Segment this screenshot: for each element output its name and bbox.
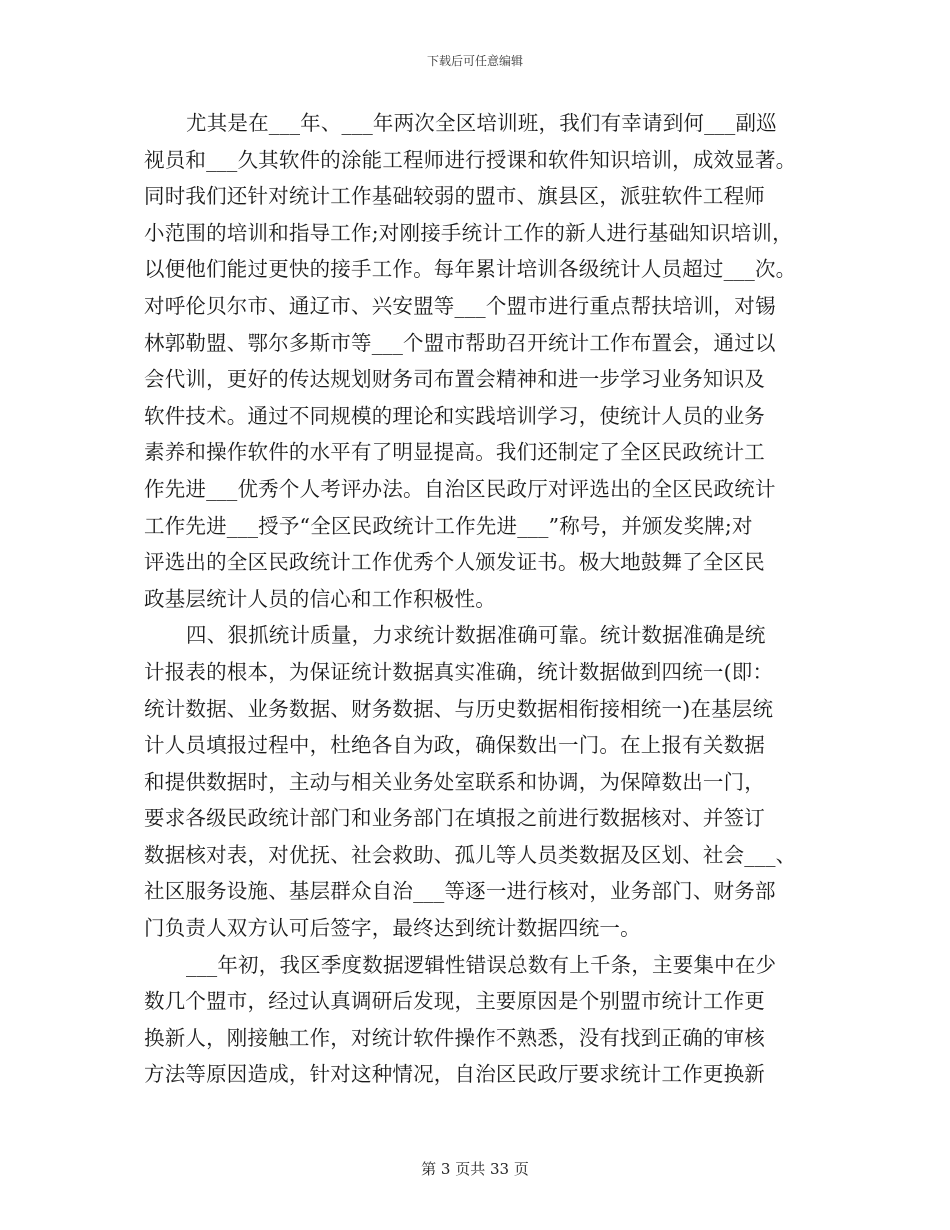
text-line: 要求各级民政统计部门和业务部门在填报之前进行数据核对、并签订: [144, 806, 765, 831]
text-line: 计报表的根本，为保证统计数据真实准确，统计数据做到四统一(即：: [144, 659, 774, 684]
text-line: 素养和操作软件的水平有了明显提高。我们还制定了全区民政统计工: [144, 440, 765, 465]
text-line: 数据核对表，对优抚、社会救助、孤儿等人员类数据及区划、社会___、: [144, 842, 797, 867]
text-line: 林郭勒盟、鄂尔多斯市等___个盟市帮助召开统计工作布置会，通过以: [144, 330, 776, 355]
text-line: 和提供数据时，主动与相关业务处室联系和协调，为保障数出一门，: [144, 769, 765, 794]
text-line: 四、狠抓统计质量，力求统计数据准确可靠。统计数据准确是统: [186, 623, 766, 648]
text-line: 工作先进___授予“全区民政统计工作先进___”称号，并颁发奖牌;对: [144, 513, 753, 538]
text-line: 同时我们还针对统计工作基础较弱的盟市、旗县区，派驻软件工程师: [144, 184, 765, 209]
text-line: 评选出的全区民政统计工作优秀个人颁发证书。极大地鼓舞了全区民: [144, 550, 765, 575]
text-line: 换新人，刚接触工作，对统计软件操作不熟悉，没有找到正确的审核: [144, 1025, 765, 1050]
text-line: 政基层统计人员的信心和工作积极性。: [144, 586, 496, 611]
text-line: 视员和___久其软件的涂能工程师进行授课和软件知识培训，成效显著。: [144, 147, 797, 172]
text-line: 尤其是在___年、___年两次全区培训班，我们有幸请到何___副巡: [186, 111, 777, 135]
text-line: 软件技术。通过不同规模的理论和实践培训学习，使统计人员的业务: [144, 403, 765, 428]
text-line: 作先进___优秀个人考评办法。自治区民政厅对评选出的全区民政统计: [144, 476, 776, 501]
text-line: 门负责人双方认可后签字，最终达到统计数据四统一。: [144, 916, 641, 941]
text-line: 统计数据、业务数据、财务数据、与历史数据相衔接相统一)在基层统: [144, 696, 774, 721]
text-line: 对呼伦贝尔市、通辽市、兴安盟等___个盟市进行重点帮扶培训，对锡: [144, 293, 776, 318]
text-line: 以便他们能过更快的接手工作。每年累计培训各级统计人员超过___次。: [144, 257, 797, 282]
text-line: 方法等原因造成，针对这种情况，自治区民政厅要求统计工作更换新: [144, 1062, 765, 1087]
text-line: 小范围的培训和指导工作;对刚接手统计工作的新人进行基础知识培训，: [144, 220, 793, 245]
page-header-note: 下载后可任意编辑: [426, 54, 523, 68]
text-line: 会代训，更好的传达规划财务司布置会精神和进一步学习业务知识及: [144, 367, 765, 392]
text-line: 计人员填报过程中，杜绝各自为政，确保数出一门。在上报有关数据: [144, 733, 765, 758]
page-number: 第 3 页共 33 页: [421, 1160, 529, 1178]
text-line: 社区服务设施、基层群众自治___等逐一进行核对，业务部门、财务部: [144, 879, 776, 904]
text-line: ___年初，我区季度数据逻辑性错误总数有上千条，主要集中在少: [186, 952, 777, 977]
text-line: 数几个盟市，经过认真调研后发现，主要原因是个别盟市统计工作更: [144, 989, 765, 1014]
document-body: [144, 105, 814, 1093]
